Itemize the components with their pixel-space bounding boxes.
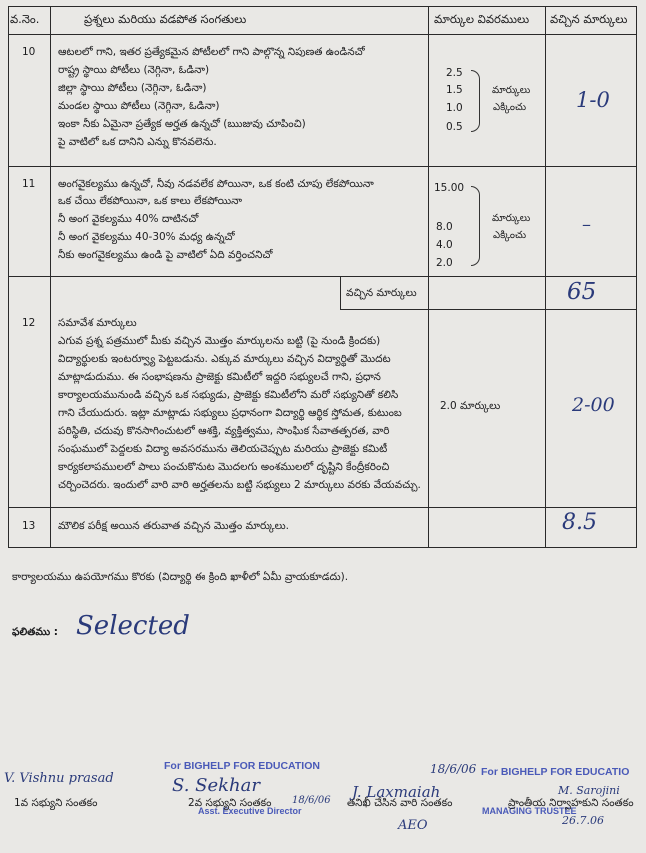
row12-line: సంఘములో పెద్దలకు విద్యా అవసరమును తెలియచెప్పుట మరియు ప్రాజెక్టు కమిటీ [58,443,388,455]
row11-mark: 15.00 [434,182,465,194]
row10-brace [471,70,480,132]
row10-line: రాష్ట్ర స్థాయి పోటీలు (నెగ్గినా, ఓడినా) [58,64,210,76]
row10-sno: 10 [22,46,36,58]
header-marks-detail: మార్కుల వివరములు [434,12,530,26]
row11-mark: 8.0 [436,221,453,233]
row12-title: సమావేశ మార్కులు [58,317,137,329]
handwritten-signature-3: J. Laxmaiah [352,783,441,801]
row10-line: పై వాటిలో ఒక దానిని ఎన్ను కొనవలెను. [58,136,217,148]
stamp-role-left: Asst. Executive Director [198,806,302,816]
result-value: Selected [76,611,190,641]
table-border-top [8,6,637,7]
office-note: కార్యాలయము ఉపయోగము కొరకు (విద్యార్థి ఈ క్రింది ఖాళీలో ఏమీ వ్రాయకూడదు). [12,571,349,583]
row10-line: ఇంకా నీకు ఏమైనా ప్రత్యేక అర్హత ఉన్నచో (ఋజువు చూపించి) [58,118,306,130]
row11-obtained: – [582,214,591,235]
row10-brace-label: ఎక్కించు [493,102,527,113]
signature-label-regional: ప్రాంతీయ నిర్వాహకుని సంతకం [508,797,634,809]
handwritten-date-3: 18/6/06 [430,762,477,776]
row11-brace [471,186,480,266]
col-divider-sno [50,6,51,548]
row11-line: నీకు అంగవైకల్యము ఉండి పై వాటిలో ఏది వర్తించనిచో [58,249,273,261]
table-border-bottom [8,547,637,548]
subtotal-value: 65 [567,279,597,305]
table-border-right [636,6,637,548]
row12-line: ఎగువ ప్రశ్న పత్రములో మీకు వచ్చిన మొత్తం మార్కులను బట్టి (పై నుండి క్రిందకు) [58,335,381,347]
subtotal-divider [340,309,637,310]
row12-line: పరిస్థితి, చదువు కొనసాగించుటలో ఆశక్తి, వ్యక్తిత్వము, సాంఘిక సేవాతత్పరత, వారి [58,425,390,437]
row13-text: మౌలిక పరీక్ష అయిన తరువాత వచ్చిన మొత్తం మార్కులు. [58,520,290,532]
table-border-left [8,6,9,548]
row12-line: కార్యకలాపములలో పాలు పంచుకొనుట మొదలగు అంశములలో దృష్టిని కేంద్రీకరించి [58,461,390,473]
row11-brace-label: మార్కులు [492,213,531,224]
row10-mark: 1.0 [446,102,463,114]
row11-mark: 2.0 [436,257,453,269]
signature-label-verifier: తనిఖీ చేసిన వారి సంతకం [347,797,453,809]
header-sno: వ.నెం. [10,12,40,26]
handwritten-aeo: AEO [398,818,428,833]
row11-divider [8,276,637,277]
col-divider-questions [428,6,429,548]
col-divider-marks [545,6,546,548]
row10-brace-label: మార్కులు [492,85,531,96]
row11-line: ఒక చేయి లేకపోయినా, ఒక కాలు లేకపోయినా [58,195,243,207]
header-divider [8,34,637,35]
header-questions: ప్రశ్నలు మరియు వడపోత సంగతులు [84,12,247,26]
stamp-role-right: MANAGING TRUSTEE [482,806,577,816]
row12-line: కార్యాలయమునుండి వచ్చిన ఒక సభ్యుడు, ప్రాజెక్టు కమిటీలోని మరో సభ్యునితో కలిసి [58,389,399,401]
row11-sno: 11 [22,178,36,190]
row12-sno: 12 [22,317,36,329]
handwritten-date-4: 26.7.06 [562,814,604,827]
stamp-org-right: For BIGHELP FOR EDUCATIO [481,766,630,778]
row10-line: మండల స్థాయి పోటీలు (నెగ్గినా, ఓడినా) [58,100,220,112]
row13-obtained: 8.5 [562,510,597,535]
handwritten-signature-1: V. Vishnu prasad [4,771,114,786]
row10-mark: 0.5 [446,121,463,133]
row12-line: విద్యార్థులకు ఇంటర్వ్యూ పెట్టబడును. ఎక్కువ మార్కులు వచ్చిన విద్యార్థితో మొదట [58,353,391,365]
row11-mark: 4.0 [436,239,453,251]
subtotal-label-divider [340,276,341,310]
row12-marks: 2.0 మార్కులు [440,400,501,412]
row10-divider [8,166,637,167]
row11-line: నీ అంగ వైకల్యము 40-30% మధ్య ఉన్నచో [58,231,235,243]
row10-obtained: 1-0 [576,88,610,112]
signature-label-member2: 2వ సభ్యుని సంతకం [188,797,272,809]
row12-obtained: 2-00 [572,394,615,416]
handwritten-date-2: 18/6/06 [292,795,331,806]
handwritten-signature-4: M. Sarojini [558,784,620,797]
row12-line: చర్చించెదరు. ఇందులో వారి వారి అర్హతలను బట్టి సభ్యులు 2 మార్కులు వరకు వేయవచ్చు. [58,479,421,491]
row12-line: మాట్లాడుదుము. ఈ సంభాషణను ప్రాజెక్టు కమిటీలో ఇద్దరి సభ్యులచే గాని, ప్రధాన [58,371,381,383]
row13-sno: 13 [22,520,36,532]
row12-line: గాని చేయుదురు. ఇట్లా మాట్లాడు సభ్యులు ప్రధానంగా విద్యార్థి ఆర్థిక స్తోమత, కుటుంబ [58,407,402,419]
row11-line: అంగవైకల్యము ఉన్నచో, నీవు నడవలేక పోయినా, ఒక కంటి చూపు లేకపోయినా [58,178,374,190]
row10-line: ఆటలలో గాని, ఇతర ప్రత్యేకమైన పోటీలలో గాని పాల్గొన్న నిపుణత ఉండినచో [58,46,365,58]
row10-mark: 2.5 [446,67,463,79]
row11-line: నీ అంగ వైకల్యము 40% దాటినచో [58,213,199,225]
row10-mark: 1.5 [446,84,463,96]
handwritten-signature-2: S. Sekhar [172,775,260,796]
subtotal-label: వచ్చిన మార్కులు [346,287,417,299]
signature-label-member1: 1వ సభ్యుని సంతకం [14,797,98,809]
row11-brace-label: ఎక్కించు [493,230,527,241]
header-obtained: వచ్చిన మార్కులు [550,12,628,26]
result-label: ఫలితము : [12,626,58,638]
row10-line: జిల్లా స్థాయి పోటీలు (నెగ్గినా, ఓడినా) [58,82,207,94]
stamp-org-left: For BIGHELP FOR EDUCATION [164,760,320,772]
row12-divider [8,507,637,508]
